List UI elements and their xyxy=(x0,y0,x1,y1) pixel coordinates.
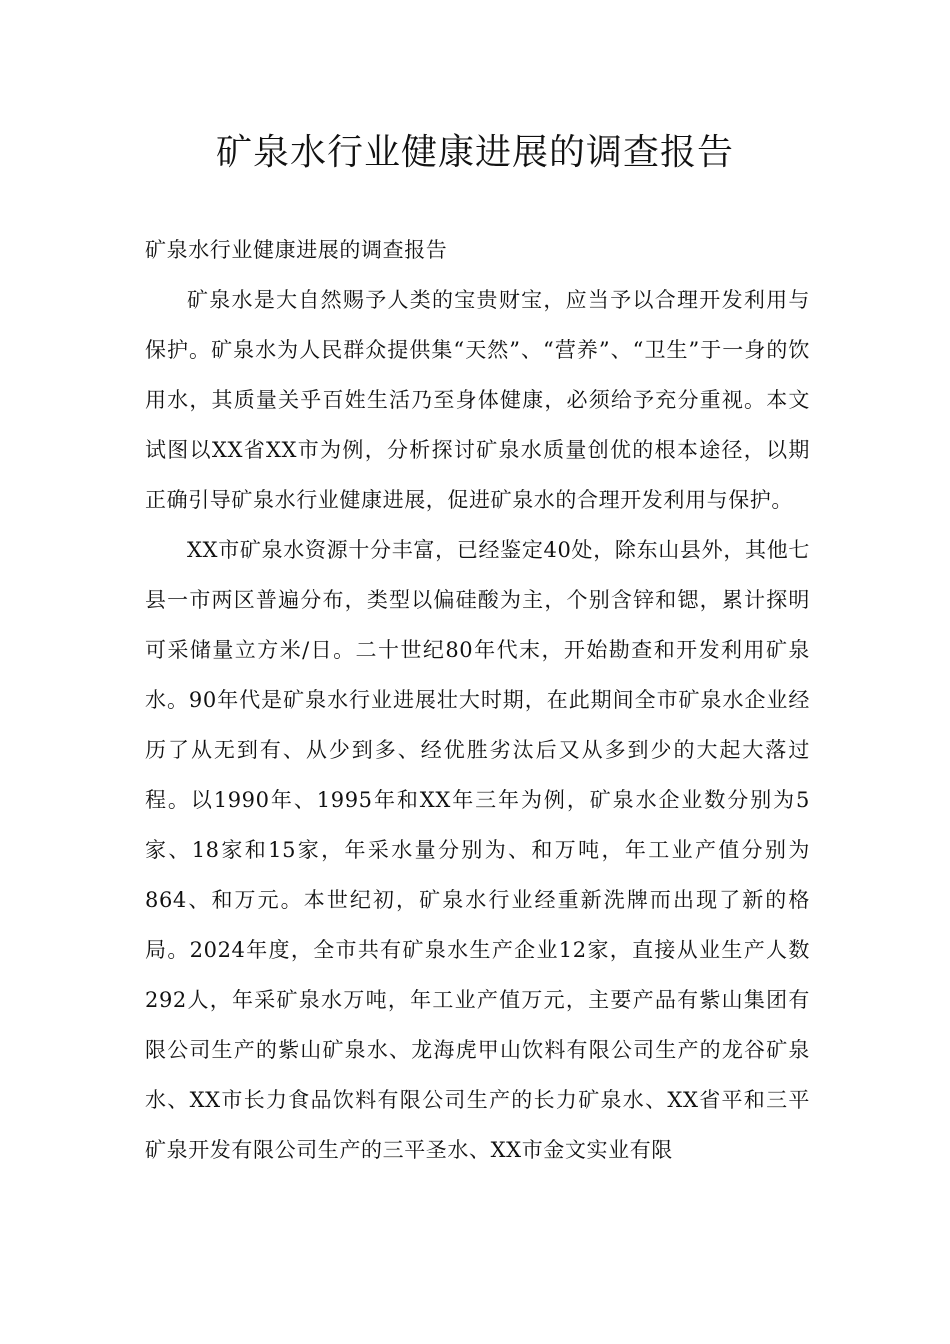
paragraph-intro: 矿泉水是大自然赐予人类的宝贵财宝，应当予以合理开发利用与保护。矿泉水为人民群众提供集“天然”、“营养”、“卫生”于一身的饮用水，其质量关乎百姓生活乃至身体健康，必须给予充分重视。本文试图以XX省XX市为例，分析探讨矿泉水质量创优的根本途径，以期正确引导矿泉水行业健康进展，促进矿泉水的合理开发利用与保护。 xyxy=(145,288,810,512)
document-body xyxy=(145,225,810,1175)
paragraph-resources: XX市矿泉水资源十分丰富，已经鉴定40处，除东山县外，其他七县一市两区普遍分布，类型以偏硅酸为主，个别含锌和锶，累计探明可采储量立方米/日。二十世纪80年代末，开始勘查和开发利用矿泉水。90年代是矿泉水行业进展壮大时期，在此期间全市矿泉水企业经历了从无到有、从少到多、经优胜劣汰后又从多到少的大起大落过程。以1990年、1995年和XX年三年为例，矿泉水企业数分别为5家、18家和15家，年采水量分别为、和万吨，年工业产值分别为864、和万元。本世纪初，矿泉水行业经重新洗牌而出现了新的格局。2024年度，全市共有矿泉水生产企业12家，直接从业生产人数292人，年采矿泉水万吨，年工业产值万元，主要产品有紫山集团有限公司生产的紫山矿泉水、龙海虎甲山饮料有限公司生产的龙谷矿泉水、XX市长力食品饮料有限公司生产的长力矿泉水、XX省平和三平矿泉开发有限公司生产的三平圣水、XX市金文实业有限 xyxy=(145,538,810,1162)
document-subtitle: 矿泉水行业健康进展的调查报告 xyxy=(145,238,448,262)
document-title: 矿泉水行业健康进展的调查报告 xyxy=(215,132,734,173)
